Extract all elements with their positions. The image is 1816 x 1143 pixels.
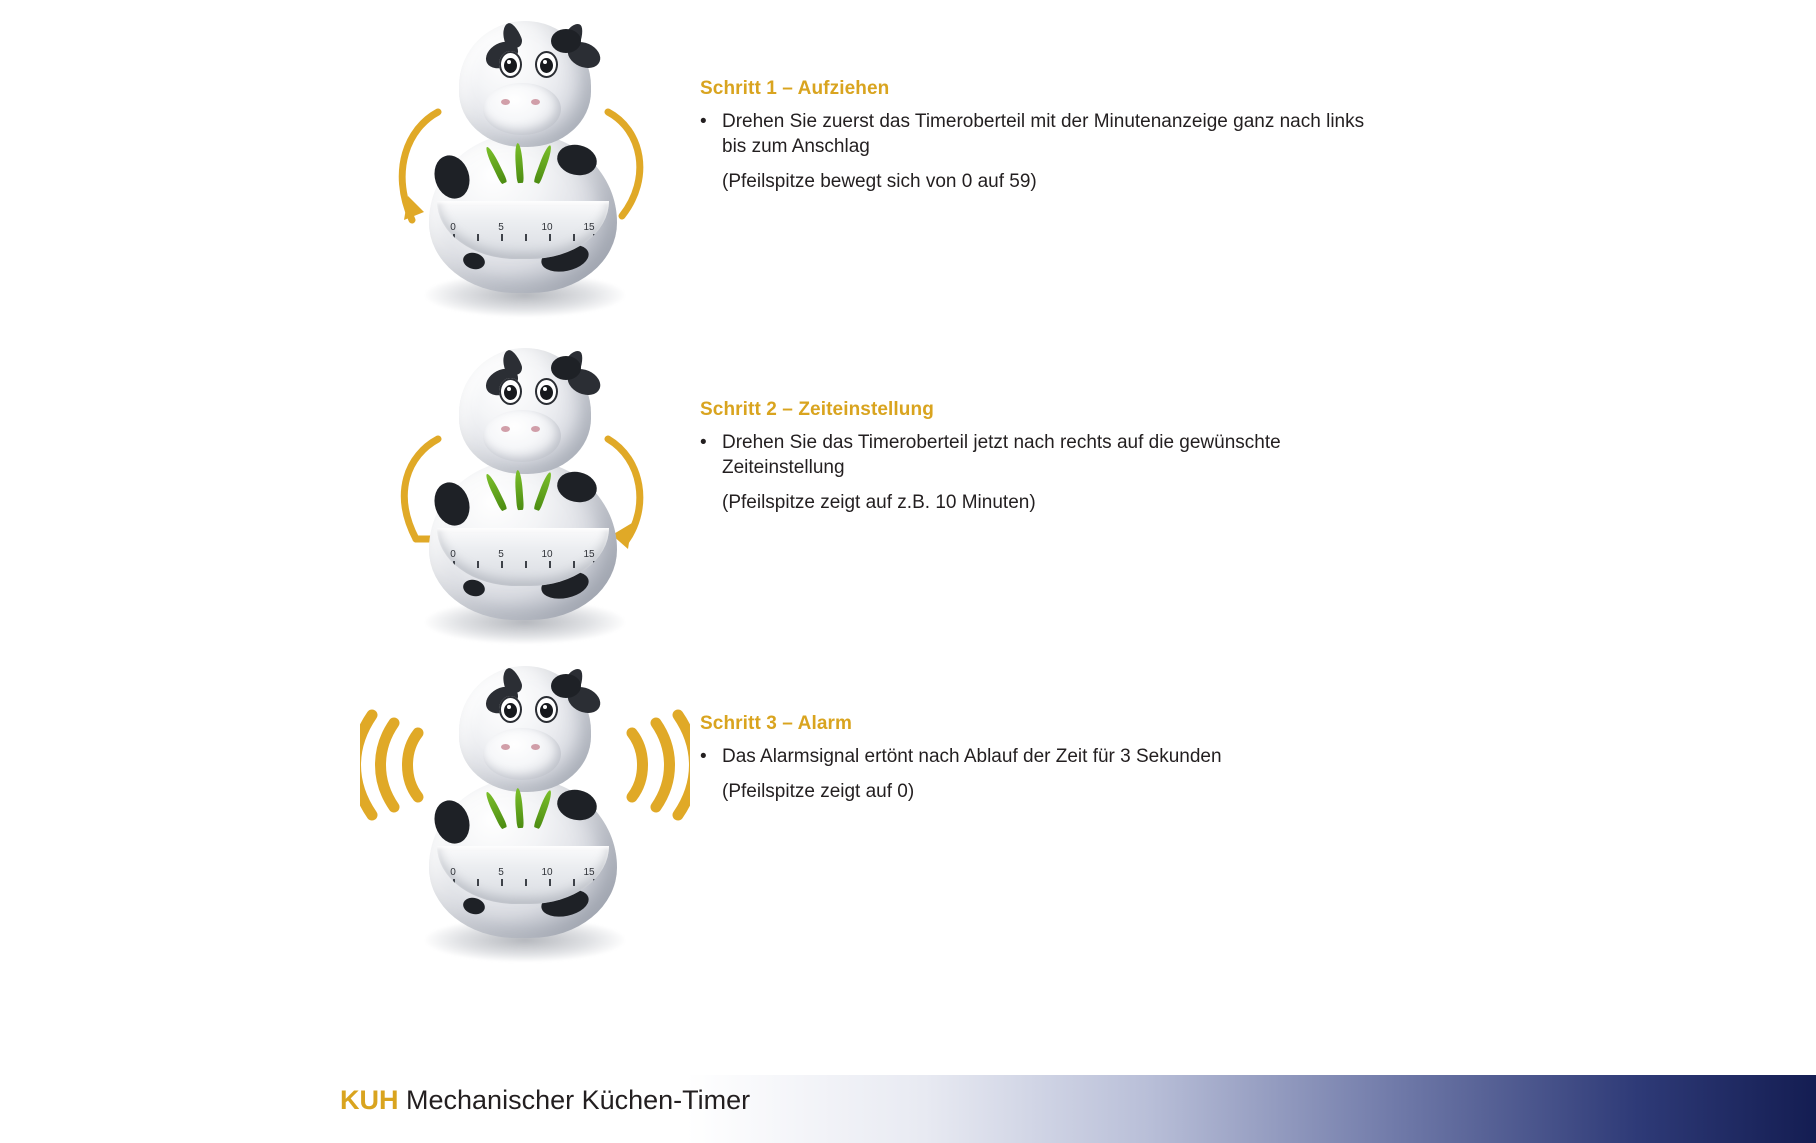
step-note: (Pfeilspitze zeigt auf z.B. 10 Minuten): [722, 492, 1036, 513]
dial-number: 15: [583, 549, 595, 560]
timer-illustration-step-3: [360, 645, 690, 985]
cow-eye-right: [535, 696, 558, 723]
timer-illustration-step-1: [360, 0, 690, 340]
cow-timer-image: [415, 650, 630, 980]
cow-spot: [554, 468, 599, 506]
step-bullet-text: Drehen Sie zuerst das Timeroberteil mit der Minutenanzeige ganz nach links bis zum Anschlag: [722, 111, 1365, 157]
grass-decoration: [499, 137, 551, 183]
step-bullet: [700, 744, 1380, 769]
timer-illustration-step-2: [360, 327, 690, 667]
bullet-icon: •: [700, 111, 707, 132]
cow-spot: [551, 356, 581, 380]
cow-nostril: [531, 744, 540, 750]
dial-number: 0: [450, 549, 456, 560]
dial-number: 5: [498, 867, 504, 878]
step-note: (Pfeilspitze bewegt sich von 0 auf 59): [722, 171, 1037, 192]
step-note: (Pfeilspitze zeigt auf 0): [722, 781, 915, 802]
cow-spot: [429, 796, 475, 848]
footer-caption: [340, 1085, 750, 1116]
cow-eye-right: [535, 378, 558, 405]
dial-number: 10: [541, 549, 553, 560]
cow-timer-image: [415, 5, 630, 335]
cow-head: [459, 666, 591, 792]
step-section-3: [0, 645, 1816, 1005]
grass-decoration: [499, 782, 551, 828]
cow-eye-right: [535, 51, 558, 78]
cow-spot: [429, 151, 475, 203]
step-title: Schritt 3 – Alarm: [700, 713, 852, 734]
dial-number: 5: [498, 222, 504, 233]
dial-number: 5: [498, 549, 504, 560]
cow-eye-left: [499, 51, 522, 78]
cow-spot: [551, 29, 581, 53]
step-bullet-text: Das Alarmsignal ertönt nach Ablauf der Zeit für 3 Sekunden: [722, 746, 1222, 767]
cow-nostril: [531, 99, 540, 105]
step-bullet-text: Drehen Sie das Timeroberteil jetzt nach rechts auf die gewünschte Zeiteinstellung: [722, 432, 1281, 478]
dial-number: 15: [583, 867, 595, 878]
cow-eye-left: [499, 696, 522, 723]
cow-spot: [554, 786, 599, 824]
step-bullet: [700, 430, 1380, 480]
step-section-2: [0, 327, 1816, 687]
cow-nostril: [501, 744, 510, 750]
cow-spot: [551, 674, 581, 698]
step-title: Schritt 2 – Zeiteinstellung: [700, 399, 934, 420]
cow-nostril: [531, 426, 540, 432]
cow-muzzle: [483, 83, 561, 135]
dial-number: 0: [450, 867, 456, 878]
step-bullet: [700, 109, 1380, 159]
cow-muzzle: [483, 728, 561, 780]
bullet-icon: •: [700, 746, 707, 767]
cow-head: [459, 21, 591, 147]
step-text-1: [700, 78, 1380, 194]
dial-number: 15: [583, 222, 595, 233]
cow-muzzle: [483, 410, 561, 462]
step-section-1: [0, 0, 1816, 360]
dial-number: 0: [450, 222, 456, 233]
step-title: Schritt 1 – Aufziehen: [700, 78, 890, 99]
product-name: Mechanischer Küchen-Timer: [406, 1085, 751, 1115]
grass-decoration: [499, 464, 551, 510]
cow-nostril: [501, 99, 510, 105]
cow-timer-image: [415, 332, 630, 662]
cow-nostril: [501, 426, 510, 432]
step-text-3: [700, 713, 1380, 804]
dial-number: 10: [541, 222, 553, 233]
bullet-icon: •: [700, 432, 707, 453]
cow-spot: [429, 478, 475, 530]
cow-eye-left: [499, 378, 522, 405]
cow-head: [459, 348, 591, 474]
step-text-2: [700, 399, 1380, 515]
cow-spot: [554, 141, 599, 179]
brand-name: KUH: [340, 1085, 399, 1115]
dial-number: 10: [541, 867, 553, 878]
